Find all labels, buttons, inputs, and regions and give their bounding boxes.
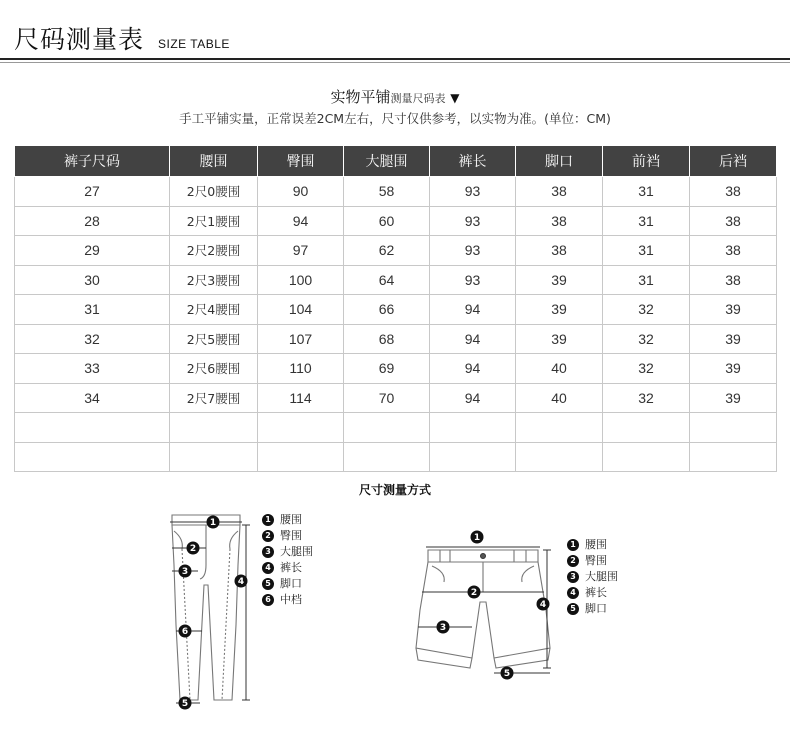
table-row <box>15 295 777 325</box>
legend-label: 脚口 <box>280 577 302 590</box>
table-cell: 30 <box>15 265 170 295</box>
column-header: 后裆 <box>690 146 777 177</box>
table-row <box>15 413 777 443</box>
marker-number: 5 <box>181 699 189 710</box>
table-cell: 68 <box>344 324 430 354</box>
table-cell <box>170 413 258 443</box>
legend-label: 大腿围 <box>585 570 618 583</box>
table-cell: 58 <box>344 177 430 207</box>
marker-number: 6 <box>181 627 189 638</box>
table-cell <box>344 413 430 443</box>
marker-number: 4 <box>539 600 547 611</box>
legend-item <box>567 537 618 553</box>
table-cell: 28 <box>15 206 170 236</box>
table-cell <box>516 442 603 472</box>
pants-diagram <box>150 505 260 715</box>
legend-item <box>262 592 313 608</box>
table-cell: 32 <box>603 295 690 325</box>
table-cell: 31 <box>603 236 690 266</box>
table-cell: 93 <box>430 206 516 236</box>
table-cell: 38 <box>690 177 777 207</box>
legend-item <box>262 560 313 576</box>
table-cell: 27 <box>15 177 170 207</box>
table-cell <box>344 442 430 472</box>
table-cell: 39 <box>516 324 603 354</box>
shorts-diagram <box>410 520 560 690</box>
table-cell: 34 <box>15 383 170 413</box>
table-cell <box>516 413 603 443</box>
table-cell <box>258 442 344 472</box>
table-cell: 31 <box>603 206 690 236</box>
number-badge-icon: 3 <box>567 571 579 583</box>
table-cell: 94 <box>430 295 516 325</box>
table-cell: 39 <box>516 265 603 295</box>
marker-number: 3 <box>181 567 189 578</box>
legend-item <box>262 512 313 528</box>
table-cell: 33 <box>15 354 170 384</box>
shorts-legend <box>567 537 618 617</box>
marker-number: 5 <box>503 669 511 680</box>
number-badge-icon: 1 <box>567 539 579 551</box>
table-cell: 94 <box>430 354 516 384</box>
table-cell: 107 <box>258 324 344 354</box>
table-cell: 64 <box>344 265 430 295</box>
table-cell: 104 <box>258 295 344 325</box>
table-cell: 114 <box>258 383 344 413</box>
marker-number: 1 <box>209 518 217 529</box>
table-title <box>0 86 790 107</box>
legend-item <box>262 544 313 560</box>
table-note: 手工平铺实量，正常误差2CM左右，尺寸仅供参考，以实物为准。(单位：CM) <box>179 111 611 126</box>
table-cell: 94 <box>430 383 516 413</box>
table-cell <box>15 442 170 472</box>
column-header: 大腿围 <box>344 146 430 177</box>
table-cell: 93 <box>430 265 516 295</box>
table-cell <box>430 413 516 443</box>
table-cell: 39 <box>690 295 777 325</box>
number-badge-icon: 5 <box>567 603 579 615</box>
number-badge-icon: 6 <box>262 594 274 606</box>
legend-label: 裤长 <box>585 586 607 599</box>
table-row <box>15 383 777 413</box>
table-cell: 90 <box>258 177 344 207</box>
page-header <box>0 0 790 62</box>
table-cell: 39 <box>516 295 603 325</box>
table-cell: 93 <box>430 236 516 266</box>
table-cell: 32 <box>603 324 690 354</box>
legend-item <box>262 576 313 592</box>
column-header: 裤子尺码 <box>15 146 170 177</box>
table-cell: 2尺2腰围 <box>170 236 258 266</box>
legend-label: 腰围 <box>585 538 607 551</box>
table-cell: 2尺5腰围 <box>170 324 258 354</box>
table-cell: 100 <box>258 265 344 295</box>
table-cell: 2尺6腰围 <box>170 354 258 384</box>
marker-number: 4 <box>237 577 245 588</box>
table-cell: 66 <box>344 295 430 325</box>
table-cell: 29 <box>15 236 170 266</box>
table-row <box>15 265 777 295</box>
legend-label: 脚口 <box>585 602 607 615</box>
page-subtitle: SIZE TABLE <box>158 37 230 51</box>
table-cell: 70 <box>344 383 430 413</box>
table-cell: 31 <box>15 295 170 325</box>
number-badge-icon: 5 <box>262 578 274 590</box>
table-cell: 38 <box>690 236 777 266</box>
table-cell: 94 <box>258 206 344 236</box>
marker-number: 1 <box>473 533 481 544</box>
table-row <box>15 236 777 266</box>
marker-number: 2 <box>470 588 478 599</box>
down-triangle-icon: ▼ <box>450 91 460 105</box>
number-badge-icon: 3 <box>262 546 274 558</box>
table-cell: 40 <box>516 354 603 384</box>
column-header: 脚口 <box>516 146 603 177</box>
table-cell: 62 <box>344 236 430 266</box>
table-cell: 60 <box>344 206 430 236</box>
table-cell: 38 <box>690 206 777 236</box>
table-cell: 2尺7腰围 <box>170 383 258 413</box>
legend-label: 臀围 <box>280 529 302 542</box>
table-cell <box>170 442 258 472</box>
marker-number: 2 <box>189 544 197 555</box>
legend-item <box>567 601 618 617</box>
table-cell: 31 <box>603 177 690 207</box>
table-cell: 38 <box>516 236 603 266</box>
table-cell <box>603 413 690 443</box>
table-cell <box>15 413 170 443</box>
table-header-row <box>15 146 777 177</box>
table-cell: 2尺4腰围 <box>170 295 258 325</box>
legend-label: 大腿围 <box>280 545 313 558</box>
table-cell <box>430 442 516 472</box>
table-cell: 38 <box>516 177 603 207</box>
marker-number: 3 <box>439 623 447 634</box>
table-cell <box>258 413 344 443</box>
table-cell: 32 <box>15 324 170 354</box>
legend-label: 中档 <box>280 593 302 606</box>
legend-label: 臀围 <box>585 554 607 567</box>
table-cell: 2尺0腰围 <box>170 177 258 207</box>
table-row <box>15 324 777 354</box>
header-divider-thin <box>0 62 790 63</box>
table-cell: 2尺1腰围 <box>170 206 258 236</box>
legend-label: 裤长 <box>280 561 302 574</box>
size-table <box>14 145 777 472</box>
legend-item <box>567 585 618 601</box>
table-cell: 39 <box>690 354 777 384</box>
column-header: 前裆 <box>603 146 690 177</box>
table-cell: 40 <box>516 383 603 413</box>
table-cell: 39 <box>690 383 777 413</box>
number-badge-icon: 4 <box>567 587 579 599</box>
legend-item <box>262 528 313 544</box>
header-divider <box>0 58 790 60</box>
table-cell <box>603 442 690 472</box>
number-badge-icon: 4 <box>262 562 274 574</box>
method-title: 尺寸测量方式 <box>358 483 431 497</box>
legend-label: 腰围 <box>280 513 302 526</box>
table-cell: 32 <box>603 383 690 413</box>
column-header: 腰围 <box>170 146 258 177</box>
table-cell: 32 <box>603 354 690 384</box>
table-title-main: 实物平铺 <box>330 88 391 106</box>
table-cell: 31 <box>603 265 690 295</box>
table-cell: 93 <box>430 177 516 207</box>
number-badge-icon: 1 <box>262 514 274 526</box>
table-cell <box>690 413 777 443</box>
table-row <box>15 206 777 236</box>
table-cell: 39 <box>690 324 777 354</box>
table-cell: 69 <box>344 354 430 384</box>
legend-item <box>567 569 618 585</box>
column-header: 裤长 <box>430 146 516 177</box>
table-row <box>15 354 777 384</box>
table-cell: 38 <box>690 265 777 295</box>
table-row <box>15 442 777 472</box>
table-title-small: 测量尺码表 <box>390 92 446 105</box>
page-title: 尺码测量表 <box>14 25 145 54</box>
pants-legend <box>262 512 313 608</box>
table-cell <box>690 442 777 472</box>
table-cell: 38 <box>516 206 603 236</box>
table-cell: 94 <box>430 324 516 354</box>
legend-item <box>567 553 618 569</box>
table-cell: 2尺3腰围 <box>170 265 258 295</box>
number-badge-icon: 2 <box>262 530 274 542</box>
table-row <box>15 177 777 207</box>
column-header: 臀围 <box>258 146 344 177</box>
table-cell: 97 <box>258 236 344 266</box>
number-badge-icon: 2 <box>567 555 579 567</box>
table-cell: 110 <box>258 354 344 384</box>
